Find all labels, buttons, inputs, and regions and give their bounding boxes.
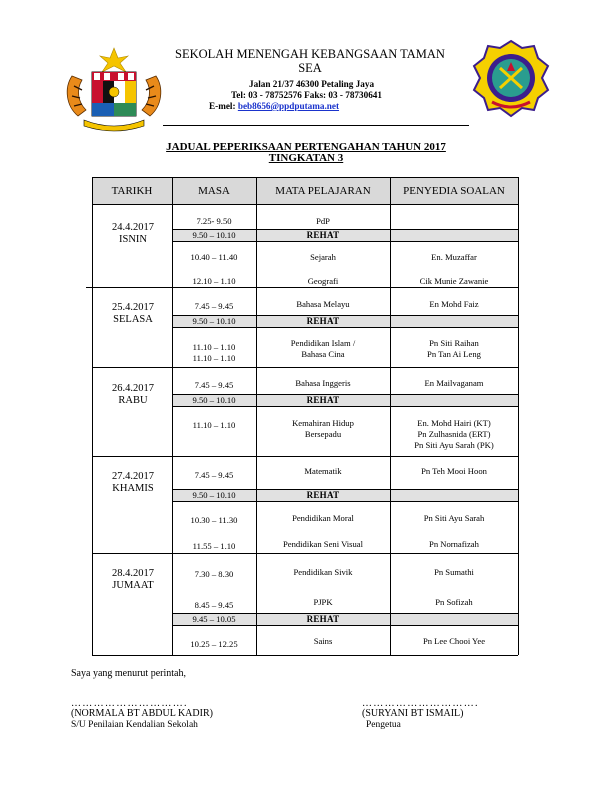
date-text: 26.4.2017 (112, 383, 154, 394)
setter-cell: Pn Nornafizah (429, 539, 479, 549)
school-phone-fax: Tel: 03 - 78752576 Faks: 03 - 78730641 (231, 90, 382, 100)
row-line (172, 327, 518, 328)
subject-cell: Sains (313, 636, 333, 646)
day-label-isnin (93, 222, 173, 246)
header-masa: MASA (172, 178, 256, 204)
school-email-line (209, 101, 339, 111)
time-cell: 11.10 – 1.10 (192, 342, 236, 352)
table-border (256, 177, 257, 655)
rehat-label: REHAT (306, 230, 340, 240)
time-cell: 7.45 – 9.45 (194, 470, 234, 480)
school-address: Jalan 21/37 46300 Petaling Jaya (249, 79, 375, 89)
subject-cell: PdP (316, 216, 330, 226)
setter-cell: Pn Siti Raihan (429, 338, 479, 348)
date-text: 25.4.2017 (112, 302, 154, 313)
day-label-rabu (93, 383, 173, 407)
time-cell: 9.50 – 10.10 (192, 230, 236, 240)
day-text: RABU (118, 395, 148, 406)
row-line (172, 625, 518, 626)
table-border (92, 655, 518, 656)
day-text: KHAMIS (112, 483, 154, 494)
time-cell: 9.50 – 10.10 (192, 316, 236, 326)
day-label-khamis (93, 471, 173, 495)
rehat-label: REHAT (306, 395, 340, 405)
row-line (172, 501, 518, 502)
subject-cell: Kemahiran Hidup (292, 418, 354, 428)
day-separator (92, 367, 518, 368)
day-separator (92, 456, 518, 457)
school-logo-icon (470, 38, 552, 120)
closing-text: Saya yang menurut perintah, (71, 668, 186, 679)
subject-cell: Pendidikan Seni Visual (282, 539, 363, 549)
setter-cell: Pn Zulhasnida (ERT) (417, 429, 491, 439)
day-separator (92, 553, 518, 554)
day-text: JUMAAT (112, 580, 154, 591)
table-border (92, 177, 518, 178)
day-text: ISNIN (119, 234, 147, 245)
subject-cell: Sejarah (310, 252, 336, 262)
setter-cell: Pn Siti Ayu Sarah (423, 513, 485, 523)
time-cell: 8.45 – 9.45 (194, 600, 234, 610)
subject-cell: Pendidikan Moral (292, 513, 354, 523)
setter-cell: Pn Sofizah (435, 597, 473, 607)
day-separator (86, 287, 518, 288)
date-text: 28.4.2017 (112, 568, 154, 579)
setter-cell: Pn Lee Chooi Yee (422, 636, 486, 646)
time-cell: 9.50 – 10.10 (192, 490, 236, 500)
subject-cell: Bahasa Melayu (296, 299, 350, 309)
rehat-label: REHAT (306, 490, 340, 500)
date-text: 27.4.2017 (112, 471, 154, 482)
time-cell: 9.50 – 10.10 (192, 395, 236, 405)
setter-cell: En. Muzaffar (431, 252, 477, 262)
setter-cell: Pn Tan Ai Leng (427, 349, 481, 359)
email-label: E-mel: (209, 101, 236, 111)
rehat-label: REHAT (306, 614, 340, 624)
subject-cell: Bahasa Inggeris (295, 378, 351, 388)
subject-cell: Matematik (304, 466, 342, 476)
form-level-title: TINGKATAN 3 (268, 152, 344, 164)
subject-cell: Geografi (307, 276, 339, 286)
signatory-title-right: Pengetua (366, 720, 401, 730)
header-penyedia-soalan: PENYEDIA SOALAN (390, 178, 518, 204)
time-cell: 11.10 – 1.10 (192, 353, 236, 363)
setter-cell: Pn Siti Ayu Sarah (PK) (414, 440, 494, 450)
table-border (518, 177, 519, 655)
school-name (160, 47, 460, 75)
signatory-title-left: S/U Penilaian Kendalian Sekolah (71, 720, 198, 730)
time-cell: 11.10 – 1.10 (192, 420, 236, 430)
time-cell: 7.45 – 9.45 (194, 301, 234, 311)
school-name-line2: SEA (298, 61, 322, 75)
signatory-name-left: (NORMALA BT ABDUL KADIR) (71, 708, 213, 719)
setter-cell: En Mailvaganam (424, 378, 484, 388)
signature-line-right: …………………………. (362, 698, 479, 709)
rehat-label: REHAT (306, 316, 340, 326)
date-text: 24.4.2017 (112, 222, 154, 233)
header-tarikh: TARIKH (92, 178, 172, 204)
exam-title: JADUAL PEPERIKSAAN PERTENGAHAN TAHUN 2017 (166, 141, 446, 153)
time-cell: 7.25- 9.50 (196, 216, 232, 226)
day-label-selasa (93, 302, 173, 326)
row-line (172, 241, 518, 242)
time-cell: 10.25 – 12.25 (190, 639, 238, 649)
subject-cell: Pendidikan Islam / (290, 338, 356, 348)
time-cell: 12.10 – 1.10 (192, 276, 236, 286)
time-cell: 10.30 – 11.30 (190, 515, 238, 525)
table-border (390, 177, 391, 655)
time-cell: 10.40 – 11.40 (190, 252, 238, 262)
time-cell: 7.45 – 9.45 (194, 380, 234, 390)
subject-cell: Bersepadu (304, 429, 342, 439)
setter-cell: En. Mohd Hairi (KT) (417, 418, 491, 428)
header-divider (163, 125, 469, 126)
table-border (92, 204, 518, 205)
header-mata-pelajaran: MATA PELAJARAN (256, 178, 390, 204)
setter-cell: Cik Munie Zawanie (419, 276, 489, 286)
time-cell: 11.55 – 1.10 (192, 541, 236, 551)
setter-cell: Pn Sumathi (434, 567, 474, 577)
setter-cell: Pn Teh Mooi Hoon (421, 466, 487, 476)
row-line (172, 406, 518, 407)
email-link[interactable]: beb8656@ppdputama.net (237, 101, 340, 111)
time-cell: 9.45 – 10.05 (192, 614, 236, 624)
signature-line-left: …………………………. (71, 698, 188, 709)
subject-cell: Bahasa Cina (301, 349, 345, 359)
subject-cell: PJPK (313, 597, 333, 607)
time-cell: 7.30 – 8.30 (194, 569, 234, 579)
subject-cell: Pendidikan Sivik (293, 567, 353, 577)
day-text: SELASA (113, 314, 153, 325)
malaysia-coat-of-arms-icon (60, 46, 168, 132)
setter-cell: En Mohd Faiz (429, 299, 479, 309)
school-name-line1: SEKOLAH MENENGAH KEBANGSAAN TAMAN (175, 47, 445, 61)
day-label-jumaat (93, 568, 173, 592)
signatory-name-right: (SURYANI BT ISMAIL) (362, 708, 464, 719)
